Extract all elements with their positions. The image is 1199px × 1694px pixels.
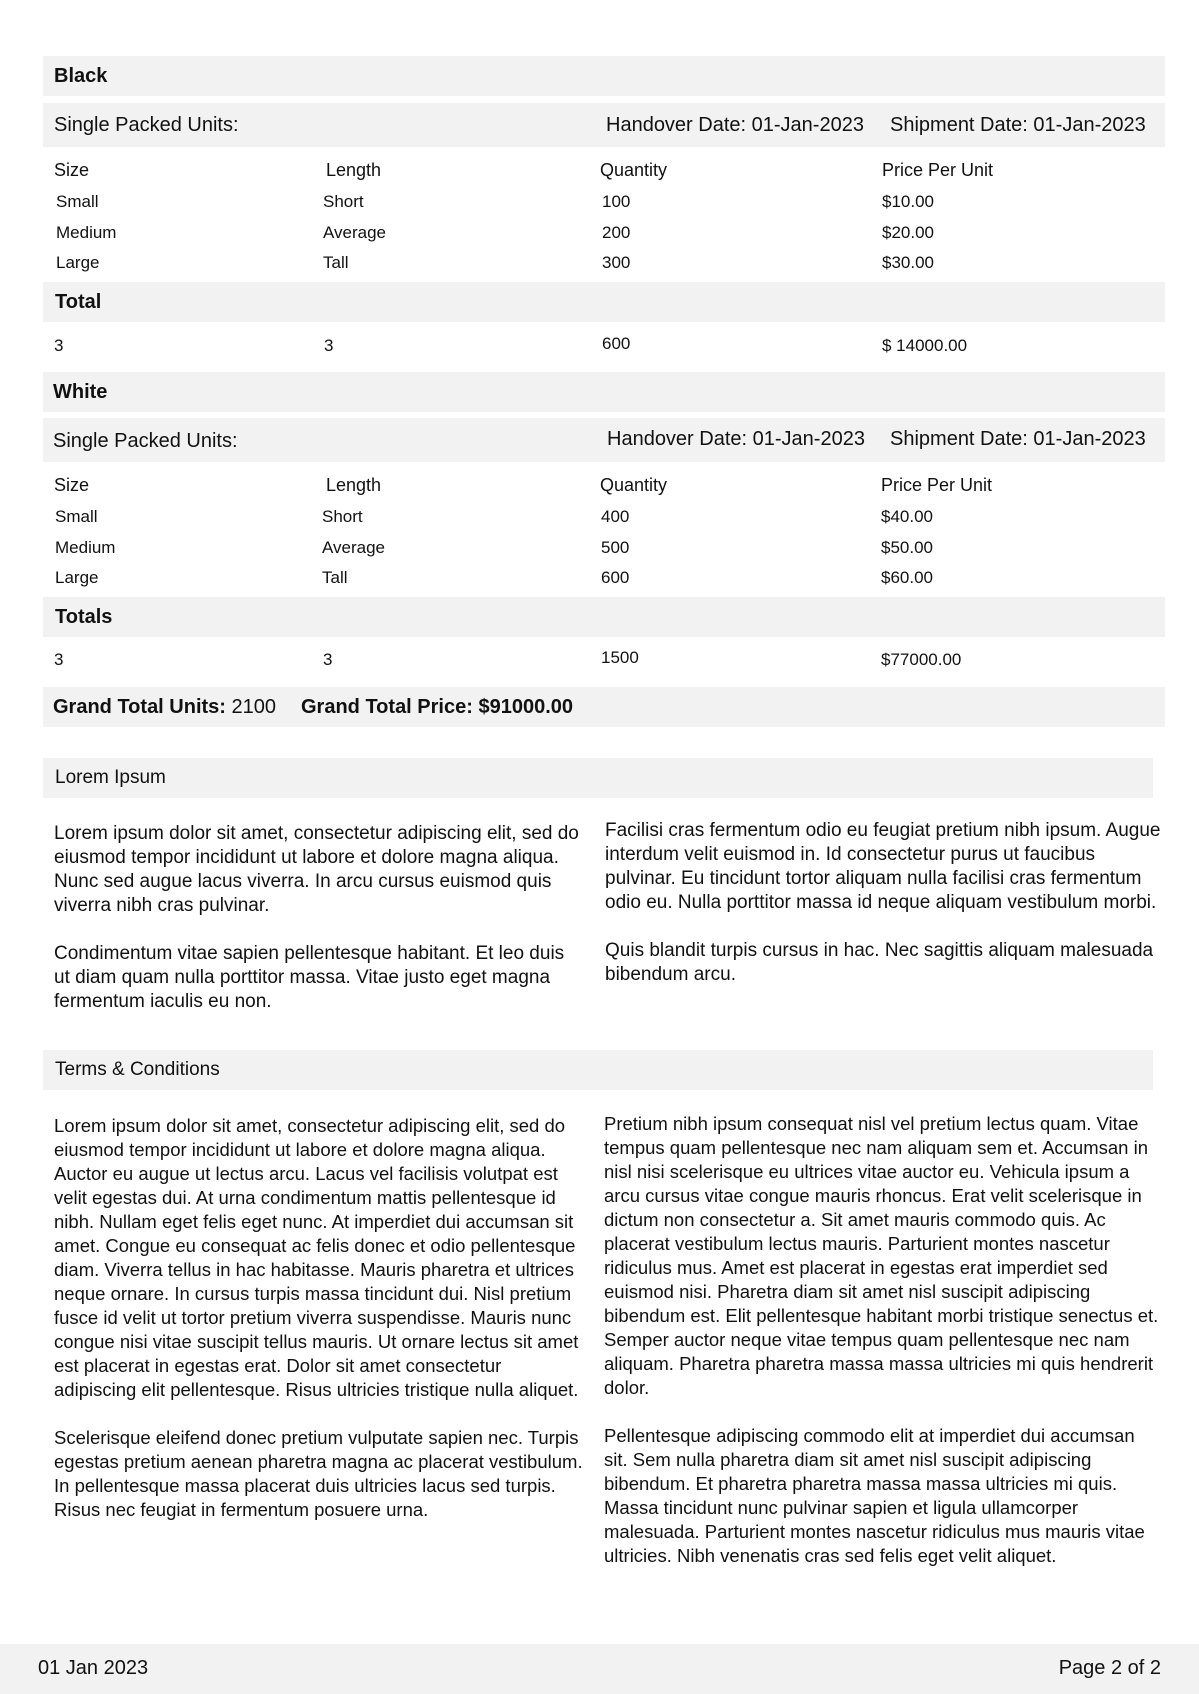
column-header-price: Price Per Unit (882, 160, 994, 180)
shipment-date (890, 114, 1146, 137)
section-title-terms: Terms & Conditions (55, 1059, 220, 1080)
paragraph: Lorem ipsum dolor sit amet, consectetur adipiscing elit, sed do eiusmod tempor incididunt ut labore et dolore magna aliqua. Nunc sed augue lacus viverra. In arcu cursus euismod quis viverra nibh cras pulvinar. (54, 823, 579, 916)
cell-price: $60.00 (881, 568, 933, 587)
column-header-length: Length (326, 475, 382, 495)
cell-length: Tall (323, 253, 349, 272)
cell-length: Short (323, 192, 364, 211)
cell-quantity: 200 (602, 223, 631, 242)
handover-date (607, 428, 865, 451)
handover-date (606, 114, 864, 137)
cell-size: Medium (55, 538, 116, 557)
cell-quantity: 600 (601, 568, 630, 587)
cell-size: Small (56, 192, 99, 211)
column-header-length: Length (326, 160, 382, 180)
total-quantity: 600 (602, 334, 631, 353)
total-quantity: 1500 (601, 648, 639, 667)
packing-type: Single Packed Units: (53, 430, 238, 452)
cell-price: $40.00 (881, 507, 933, 526)
color-header-band (43, 372, 1165, 412)
cell-quantity: 100 (602, 192, 631, 211)
column-header-size: Size (54, 160, 90, 180)
cell-size: Large (56, 253, 100, 272)
handover-date-value: 01-Jan-2023 (752, 428, 865, 450)
paragraph: Scelerisque eleifend donec pretium vulputate sapien nec. Turpis egestas pretium aenean pharetra magna ac placerat vestibulum. In pellentesque massa placerat duis ultricies lacus sed turpis. Risus nec feugiat in fermentum posuere urna. (54, 1427, 583, 1520)
grand-total-price-value: $91000.00 (478, 696, 573, 718)
totals-label: Totals (55, 606, 113, 628)
paragraph: Lorem ipsum dolor sit amet, consectetur adipiscing elit, sed do eiusmod tempor incididunt ut labore et dolore magna aliqua. Auctor eu augue ut lectus arcu. Lacus vel facilisis volutpat est velit egestas dui. At urna condimentum mattis pellentesque id nibh. Nullam eget felis eget nunc. At imperdiet dui accumsan sit amet. Congue eu consequat ac felis donec et odio pellentesque diam. Viverra tellus in hac habitasse. Mauris pharetra et ultrices neque ornare. In cursus turpis massa tincidunt dui. Nisl pretium fusce id velit ut tortor pretium viverra suspendisse. Mauris nunc congue nisi vitae suscipit tellus mauris. Ut ornare lectus sit amet est placerat in egestas erat. Dolor sit amet consectetur adipiscing elit pellentesque. Risus ultricies tristique nulla aliquet. (54, 1115, 579, 1400)
cell-price: $30.00 (882, 253, 934, 272)
cell-length: Average (323, 223, 387, 242)
paragraph: Condimentum vitae sapien pellentesque habitant. Et leo duis ut diam quam nulla porttitor massa. Vitae justo eget magna fermentum iaculis eu non. (54, 943, 565, 1012)
grand-total-price-label: Grand Total Price: (301, 696, 473, 718)
cell-quantity: 300 (602, 253, 631, 272)
grand-total-units (53, 696, 276, 719)
grand-total-units-label: Grand Total Units: (53, 696, 226, 718)
cell-size: Large (55, 568, 99, 587)
color-title: White (53, 381, 108, 403)
packing-type: Single Packed Units: (54, 114, 239, 136)
column-header-price: Price Per Unit (881, 475, 993, 495)
handover-date-label: Handover Date: (607, 428, 748, 450)
shipment-date (890, 428, 1146, 451)
paragraph: Facilisi cras fermentum odio eu feugiat pretium nibh ipsum. Augue interdum velit euismod in. Id consectetur purus ut faucibus pulvinar. Eu tincidunt tortor aliquam nulla facilisi cras fermentum odio eu. Nulla porttitor massa id neque aliquam vestibulum morbi. (605, 820, 1161, 913)
paragraph: Quis blandit turpis cursus in hac. Nec sagittis aliquam malesuada bibendum arcu. (605, 940, 1154, 985)
total-price: $ 14000.00 (882, 336, 968, 355)
total-lengths: 3 (324, 336, 334, 355)
footer-date: 01 Jan 2023 (38, 1657, 149, 1679)
shipment-date-label: Shipment Date: (890, 114, 1028, 136)
paragraph: Pellentesque adipiscing commodo elit at imperdiet dui accumsan sit. Sem nulla pharetra diam sit amet nisl suscipit adipiscing bibendum. Et pharetra pharetra massa massa ultricies mi quis. Massa tincidunt nunc pulvinar sapien et ligula ullamcorper malesuada. Parturient montes nascetur ridiculus mus mauris vitae ultricies. Nibh venenatis cras sed felis eget velit aliquet. (604, 1425, 1145, 1566)
total-sizes: 3 (54, 650, 64, 669)
totals-label: Total (55, 291, 102, 313)
color-title: Black (54, 65, 108, 87)
grand-total-units-value: 2100 (231, 696, 277, 718)
lorem-left-column (54, 822, 584, 1038)
terms-left-column (54, 1114, 584, 1546)
section-title-lorem: Lorem Ipsum (55, 767, 166, 788)
handover-date-value: 01-Jan-2023 (751, 114, 864, 136)
cell-length: Short (322, 507, 363, 526)
cell-quantity: 500 (601, 538, 630, 557)
cell-price: $20.00 (882, 223, 934, 242)
total-sizes: 3 (54, 336, 64, 355)
grand-total-price (301, 696, 573, 719)
total-price: $77000.00 (881, 650, 962, 669)
shipment-date-value: 01-Jan-2023 (1033, 428, 1146, 450)
page-footer (0, 1644, 1199, 1694)
cell-size: Small (55, 507, 98, 526)
handover-date-label: Handover Date: (606, 114, 747, 136)
cell-length: Average (322, 538, 386, 557)
shipment-date-label: Shipment Date: (890, 428, 1028, 450)
cell-price: $50.00 (881, 538, 933, 557)
total-lengths: 3 (323, 650, 333, 669)
section-header-band (43, 758, 1153, 798)
cell-quantity: 400 (601, 507, 630, 526)
cell-size: Medium (56, 223, 117, 242)
paragraph: Pretium nibh ipsum consequat nisl vel pretium lectus quam. Vitae tempus quam pellentesque nec nam aliquam sem et. Accumsan in nisl nisi scelerisque eu ultrices vitae auctor eu. Vehicula ipsum a arcu cursus vitae congue mauris rhoncus. Erat velit scelerisque in dictum non consectetur a. Sit amet mauris commodo quis. Ac placerat vestibulum lectus mauris. Parturient montes nascetur ridiculus mus. Amet est placerat in egestas erat imperdiet sed euismod nisi. Pharetra diam sit amet nisl suscipit adipiscing bibendum est. Elit pellentesque habitant morbi tristique senectus et. Semper auctor neque vitae tempus quam pellentesque nec nam aliquam. Pharetra pharetra massa massa ultricies mi quis hendrerit dolor. (604, 1113, 1159, 1398)
totals-band (43, 282, 1165, 322)
shipment-date-value: 01-Jan-2023 (1033, 114, 1146, 136)
lorem-right-column (605, 819, 1161, 1011)
column-header-quantity: Quantity (600, 475, 668, 495)
totals-band (43, 597, 1165, 637)
page-number: Page 2 of 2 (1058, 1657, 1161, 1679)
column-header-quantity: Quantity (600, 160, 668, 180)
color-header-band (43, 56, 1165, 96)
cell-length: Tall (322, 568, 348, 587)
terms-right-column (604, 1112, 1160, 1592)
column-header-size: Size (54, 475, 90, 495)
cell-price: $10.00 (882, 192, 934, 211)
